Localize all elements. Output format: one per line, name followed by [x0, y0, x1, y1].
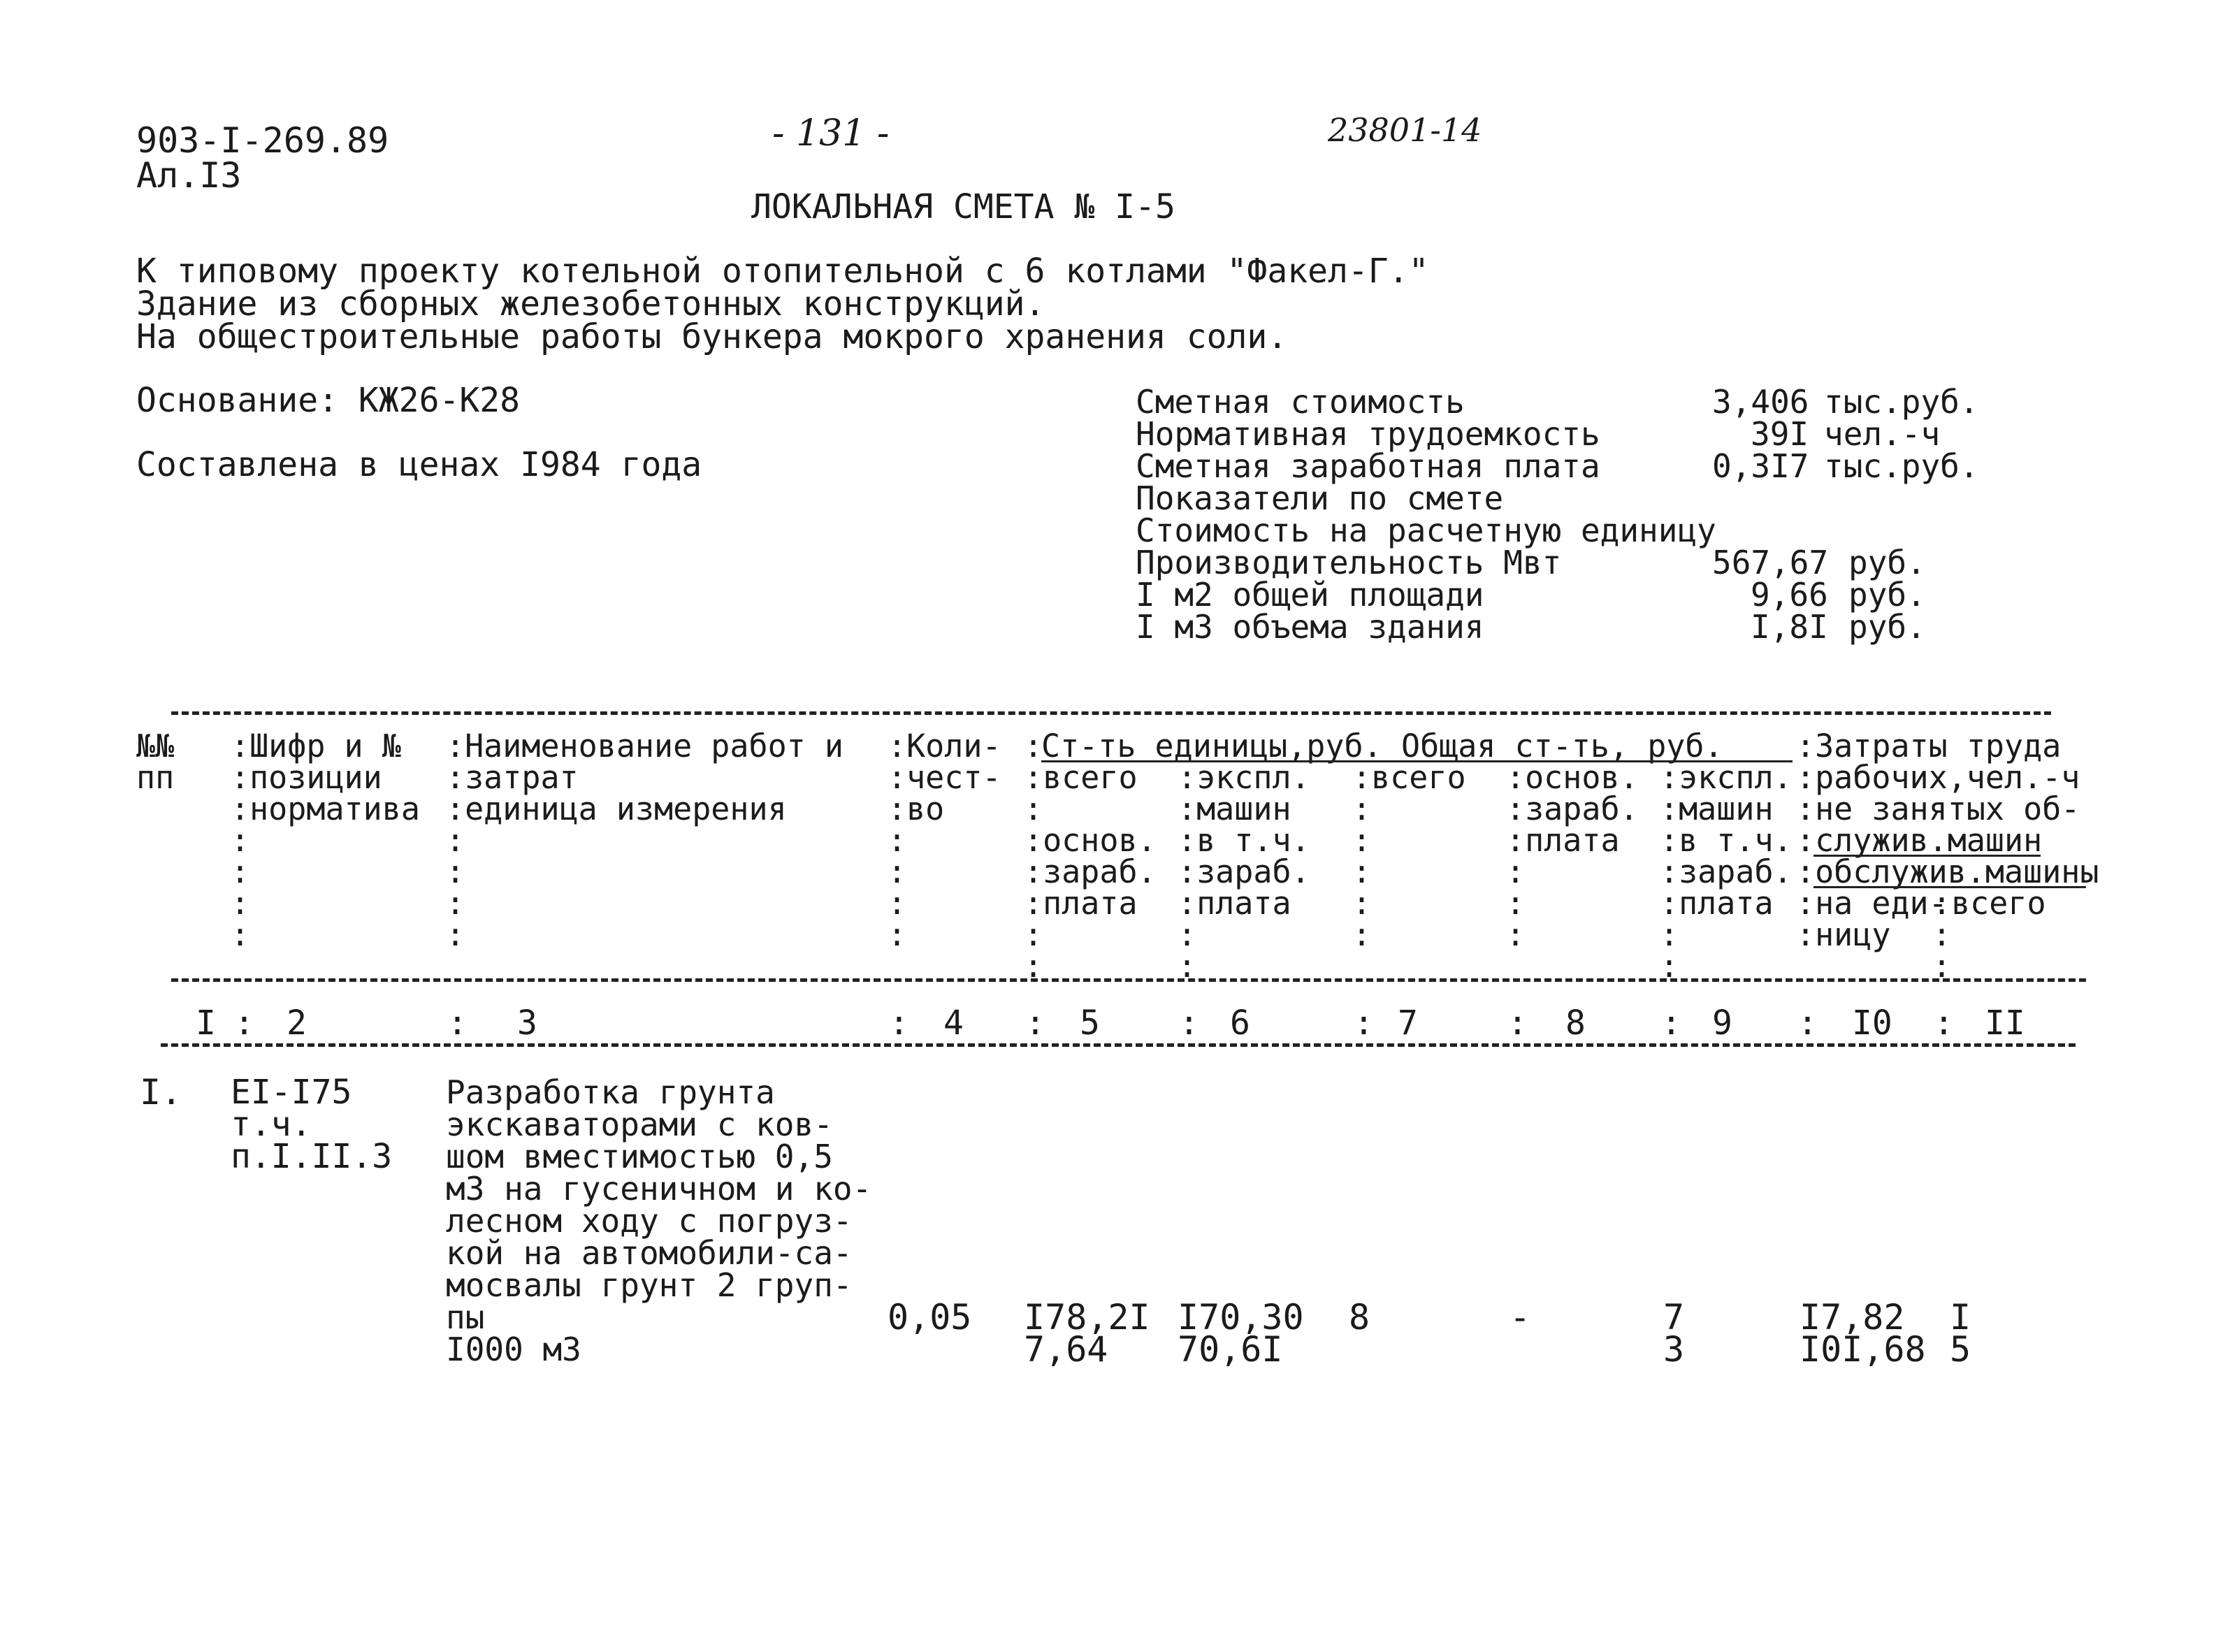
header-code: :норматива — [231, 790, 420, 827]
archive-stamp: 23801-14 — [1328, 111, 1482, 149]
column-number: : — [889, 1003, 909, 1043]
header-c8: :зараб. — [1506, 790, 1639, 827]
header-total-cost-group: Общая ст-ть, руб. — [1401, 727, 1723, 765]
column-number: I0 — [1852, 1003, 1892, 1043]
summary-value: 9,66 — [1751, 576, 1828, 614]
summary-label: Стоимость на расчетную единицу — [1136, 512, 1716, 549]
column-number: 7 — [1398, 1003, 1418, 1043]
summary-unit: чел.-ч — [1824, 415, 1941, 453]
row-c9: 3 — [1663, 1329, 1685, 1370]
description-line-1: К типовому проекту котельной отопительной с 6 котлами "Факел-Г." — [136, 252, 1429, 291]
header-name: :затрат — [446, 759, 579, 796]
header-labor: :обслужив.машины — [1796, 853, 2099, 890]
column-number: II — [1985, 1003, 2025, 1043]
summary-unit: тыс.руб. — [1824, 447, 1979, 485]
column-separator: : : : — [1506, 853, 1526, 953]
column-number: : — [1934, 1003, 1954, 1043]
row-qty: 0,05 — [888, 1297, 972, 1338]
row-code: п.I.II.3 — [231, 1137, 393, 1176]
summary-value: 567,67 — [1712, 544, 1829, 581]
row-name: Разработка грунта — [446, 1073, 775, 1111]
column-number: 4 — [943, 1003, 964, 1043]
summary-label: Производительность Мвт — [1136, 544, 1562, 581]
header-qty: :Коли- — [888, 727, 1001, 765]
header-c6: :в т.ч. — [1178, 822, 1310, 859]
column-number: 9 — [1712, 1003, 1732, 1043]
header-c5: :всего — [1024, 759, 1138, 796]
column-separator: : : : : — [446, 822, 465, 953]
header-c8: :плата — [1506, 822, 1620, 859]
column-number: : — [234, 1003, 254, 1043]
row-c10: I7,82 — [1800, 1297, 1905, 1338]
column-separator: : : : : — [888, 822, 907, 953]
header-labor: :Затраты труда — [1796, 727, 2062, 765]
summary-value: 0,3I7 — [1712, 447, 1809, 485]
row-code: т.ч. — [231, 1105, 312, 1144]
summary-label: I м3 объема здания — [1136, 608, 1484, 646]
header-c6: :машин — [1178, 790, 1291, 827]
header-c9: :в т.ч. — [1660, 822, 1793, 859]
header-c6: :плата — [1178, 885, 1291, 922]
header-c6: :экспл. — [1178, 759, 1310, 796]
row-c11: 5 — [1950, 1329, 1971, 1370]
header-c9: :зараб. — [1660, 853, 1793, 890]
column-number: : — [1661, 1003, 1681, 1043]
header-c9: :экспл. — [1660, 759, 1793, 796]
header-labor: :не занятых об- — [1796, 790, 2080, 827]
summary-label: Нормативная трудоемкость — [1136, 415, 1600, 453]
row-c8: - — [1509, 1297, 1531, 1338]
basis: Основание: КЖ26-К28 — [136, 381, 521, 420]
row-name: лесном ходу с погруз- — [446, 1202, 853, 1240]
row-name: кой на автомобили-са- — [446, 1234, 853, 1272]
header-c9: :машин — [1660, 790, 1774, 827]
column-number: : — [1354, 1003, 1374, 1043]
header-labor: :служив.машин — [1796, 822, 2043, 859]
sheet-label: Ал.I3 — [136, 155, 242, 196]
column-separator: : : — [1024, 916, 1043, 985]
row-c6: I70,30 — [1178, 1297, 1304, 1338]
description-line-3: На общестроительные работы бункера мокрого хранения соли. — [136, 317, 1288, 356]
column-number: : — [447, 1003, 468, 1043]
header-c5: :плата — [1024, 885, 1138, 922]
row-number: I. — [140, 1072, 182, 1113]
price-level: Составлена в ценах I984 года — [136, 445, 702, 484]
header-c11: :всего — [1932, 885, 2046, 922]
summary-label: I м2 общей площади — [1136, 576, 1484, 614]
column-separator: : : : : — [231, 822, 250, 953]
page-number: - 131 - — [772, 113, 890, 154]
summary-unit: руб. — [1848, 576, 1926, 614]
header-c7: :всего — [1352, 759, 1466, 796]
summary-unit: руб. — [1848, 608, 1926, 646]
header-labor: :рабочих,чел.-ч — [1796, 759, 2080, 796]
column-number: : — [1797, 1003, 1818, 1043]
header-code: :позиции — [231, 759, 382, 796]
column-number: 3 — [517, 1003, 537, 1043]
column-number: : — [1507, 1003, 1528, 1043]
row-name: м3 на гусеничном и ко- — [446, 1170, 872, 1208]
row-c6: 70,6I — [1178, 1329, 1283, 1370]
column-number: : — [1179, 1003, 1199, 1043]
row-name: пы — [446, 1298, 485, 1336]
header-c9: :плата — [1660, 885, 1774, 922]
column-separator: : : — [1932, 916, 1952, 985]
column-number: I — [196, 1003, 216, 1043]
column-number: 2 — [287, 1003, 307, 1043]
column-number-rule — [161, 1043, 2076, 1047]
row-c5: I78,2I — [1024, 1297, 1150, 1338]
header-bottom-rule — [171, 978, 2086, 982]
table-top-rule — [171, 711, 2051, 715]
summary-label: Сметная заработная плата — [1136, 447, 1600, 485]
column-separator: : : — [1178, 916, 1197, 985]
summary-unit: руб. — [1848, 544, 1926, 581]
page-title: ЛОКАЛЬНАЯ СМЕТА № I-5 — [751, 187, 1175, 226]
description-line-2: Здание из сборных железобетонных конструкций. — [136, 284, 1045, 324]
summary-value: 3,406 — [1712, 383, 1809, 421]
header-num: №№ — [136, 727, 175, 765]
column-number: : — [1025, 1003, 1045, 1043]
header-qty: :во — [888, 790, 945, 827]
header-c10: :ницу — [1796, 916, 1891, 953]
header-c6: :зараб. — [1178, 853, 1310, 890]
header-num: пп — [136, 759, 175, 796]
row-c10: I0I,68 — [1800, 1329, 1926, 1370]
header-c10: :на еди- — [1796, 885, 1948, 922]
header-name: :единица измерения — [446, 790, 787, 827]
column-separator: : : — [1660, 916, 1679, 985]
header-qty: :чест- — [888, 759, 1001, 796]
document-code: 903-I-269.89 — [136, 120, 389, 161]
column-number: 8 — [1565, 1003, 1586, 1043]
header-unit-cost-group: Ст-ть единицы,руб. — [1041, 727, 1382, 765]
column-separator: : : : : : — [1352, 790, 1372, 953]
row-code: EI-I75 — [231, 1073, 352, 1112]
header-c5: : — [1024, 790, 1043, 827]
summary-value: 39I — [1751, 415, 1809, 453]
header-c5: :основ. — [1024, 822, 1157, 859]
row-c7: 8 — [1349, 1297, 1370, 1338]
row-name: шом вместимостью 0,5 — [446, 1138, 833, 1175]
row-c11: I — [1950, 1297, 1971, 1338]
row-name: мосвалы грунт 2 груп- — [446, 1266, 853, 1304]
column-number: 5 — [1080, 1003, 1100, 1043]
summary-unit: тыс.руб. — [1824, 383, 1979, 421]
header-c5: :зараб. — [1024, 853, 1157, 890]
row-unit: I000 м3 — [446, 1331, 581, 1368]
summary-value: I,8I — [1751, 608, 1828, 646]
header-colon: : — [1024, 727, 1043, 765]
column-number: 6 — [1230, 1003, 1250, 1043]
row-c5: 7,64 — [1024, 1329, 1108, 1370]
row-c9: 7 — [1663, 1297, 1685, 1338]
header-code: :Шифр и № — [231, 727, 401, 765]
row-name: экскаваторами с ков- — [446, 1106, 833, 1143]
header-c8: :основ. — [1506, 759, 1639, 796]
summary-label: Сметная стоимость — [1136, 383, 1465, 421]
summary-label: Показатели по смете — [1136, 479, 1504, 517]
header-name: :Наименование работ и — [446, 727, 844, 765]
